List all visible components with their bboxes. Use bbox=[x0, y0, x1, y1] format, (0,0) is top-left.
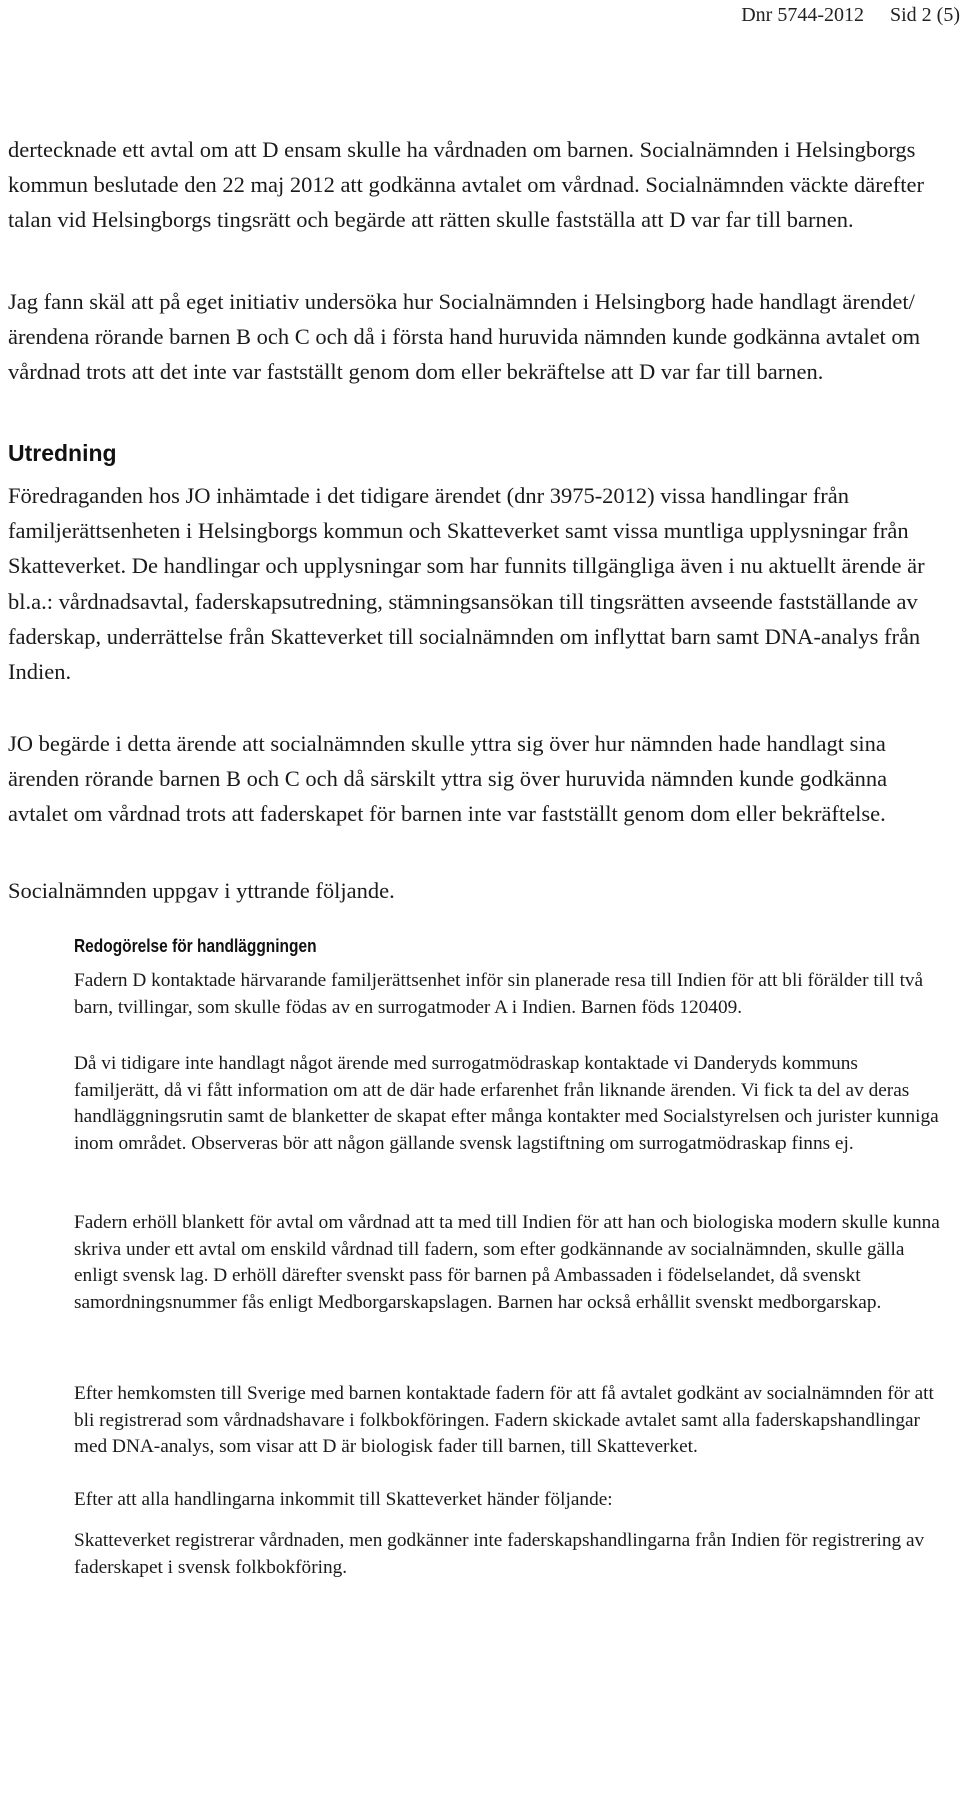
case-number: Dnr 5744-2012 bbox=[741, 4, 864, 26]
paragraph-initiative: Jag fann skäl att på eget initiativ undersöka hur Socialnämnden i Helsingborg hade handlagt ärendet/ärendena rörande barnen B och C och då i första hand huruvida nämnden kunde godkänna avtalet om vårdnad trots att det inte var fastställt genom dom eller bekräftelse att D var far till barnen. bbox=[8, 289, 921, 385]
paragraph-intro-continuation: dertecknade ett avtal om att D ensam skulle ha vårdnaden om barnen. Socialnämnden i Helsingborgs kommun beslutade den 22 maj 2012 att godkänna avtalet om vårdnad. Socialnämnden väckte därefter talan vid Helsingborgs tingsrätt och begärde att rätten skulle fastställa att D var far till barnen. bbox=[8, 137, 924, 233]
quote-paragraph-tax-agency: Efter att alla handlingarna inkommit till Skatteverket händer följande: bbox=[74, 1489, 613, 1510]
page-header bbox=[741, 4, 960, 27]
paragraph-statement-intro: Socialnämnden uppgav i yttrande följande. bbox=[8, 878, 395, 903]
section-heading-utredning: Utredning bbox=[8, 440, 117, 466]
page-number: Sid 2 (5) bbox=[890, 4, 960, 26]
quote-paragraph-danderyd: Då vi tidigare inte handlagt något ärende med surrogatmödraskap kontaktade vi Danderyds kommuns familjerätt, då vi fått information om att de där hade erfarenhet från liknande ärenden. Vi fick ta del av deras handläggningsrutin samt de blanketter de skapat efter många kontakter med Socialstyrelsen och jurister kunniga inom området. Observeras bör att någon gällande svensk lagstiftning om surrogatmödraskap finns ej. bbox=[74, 1053, 939, 1154]
quote-heading-redogorelse: Redogörelse för handläggningen bbox=[74, 936, 317, 956]
quote-paragraph-return-sweden: Efter hemkomsten till Sverige med barnen kontaktade fadern för att få avtalet godkänt av socialnämnden för att bli registrerad som vårdnadshavare i folkbokföringen. Fadern skickade avtalet samt alla faderskapshandlingar med DNA-analys, som visar att D är biologisk fader till barnen, till Skatteverket. bbox=[74, 1383, 934, 1458]
quote-paragraph-contact: Fadern D kontaktade härvarande familjerättsenhet inför sin planerade resa till Indien för att bli förälder till två barn, tvillingar, som skulle födas av en surrogatmoder A i Indien. Barnen föds 120409. bbox=[74, 970, 924, 1018]
quote-paragraph-custody-form: Fadern erhöll blankett för avtal om vårdnad att ta med till Indien för att han och biologiska modern skulle kunna skriva under ett avtal om enskild vårdnad till fadern, som efter godkännande av socialnämnden, skulle gälla enligt svensk lag. D erhöll därefter svenskt pass för barnen på Ambassaden i födelselandet, då svenskt samordningsnummer fås enligt Medborgarskapslagen. Barnen har också erhållit svenskt medborgarskap. bbox=[74, 1212, 940, 1313]
quote-paragraph-registration: Skatteverket registrerar vårdnaden, men godkänner inte faderskapshandlingarna från Indien för registrering av faderskapet i svensk folkbokföring. bbox=[74, 1530, 925, 1578]
paragraph-investigation: Föredraganden hos JO inhämtade i det tidigare ärendet (dnr 3975-2012) vissa handlingar från familjerättsenheten i Helsingborgs kommun och Skatteverket samt vissa muntliga upplysningar från Skatteverket. De handlingar och upplysningar som har funnits tillgängliga även i nu aktuellt ärende är bl.a.: vårdnadsavtal, faderskapsutredning, stämningsansökan till tingsrätten avseende fastställande av faderskap, underrättelse från Skatteverket till socialnämnden om inflyttat barn samt DNA-analys från Indien. bbox=[8, 483, 925, 685]
paragraph-jo-request: JO begärde i detta ärende att socialnämnden skulle yttra sig över hur nämnden hade handlagt sina ärenden rörande barnen B och C och då särskilt yttra sig över huruvida nämnden kunde godkänna avtalet om vårdnad trots att faderskapet för barnen inte var fastställt genom dom eller bekräftelse. bbox=[8, 731, 888, 827]
